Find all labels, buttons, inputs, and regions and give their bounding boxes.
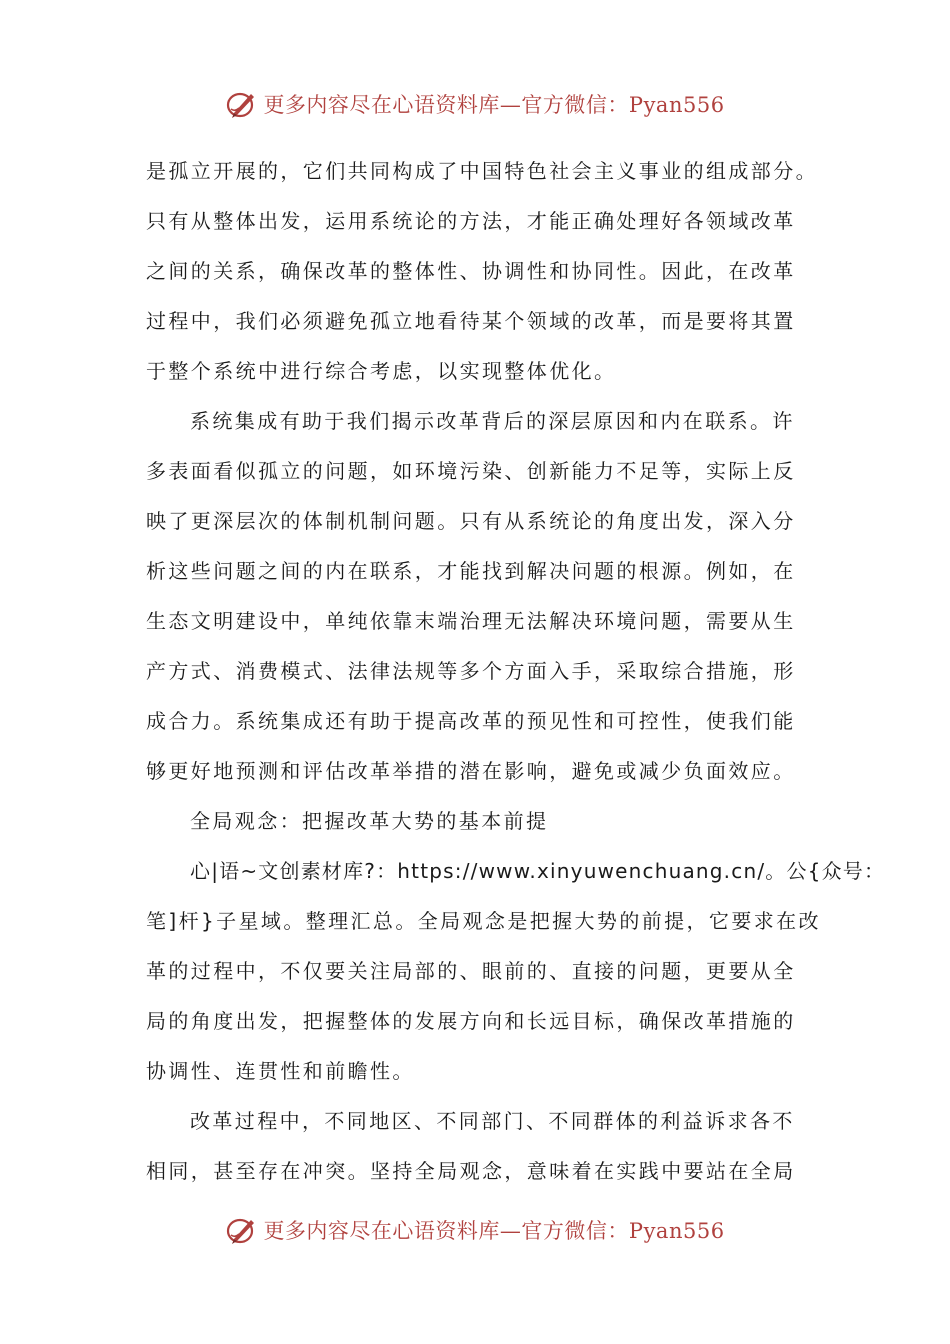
text-line: 是孤立开展的，它们共同构成了中国特色社会主义事业的组成部分。 xyxy=(146,159,818,183)
text-line: 协调性、连贯性和前瞻性。 xyxy=(146,1059,415,1083)
banner-text: 更多内容尽在心语资料库—官方微信：Pyan556 xyxy=(263,93,725,117)
text-line: 产方式、消费模式、法律法规等多个方面入手，采取综合措施，形 xyxy=(146,659,796,683)
section-heading: 全局观念：把握改革大势的基本前提 xyxy=(190,809,549,833)
text-line: 局的角度出发，把握整体的发展方向和长远目标，确保改革措施的 xyxy=(146,1009,796,1033)
body-text xyxy=(146,146,886,1196)
text-line: 革的过程中，不仅要关注局部的、眼前的、直接的问题，更要从全 xyxy=(146,959,796,983)
text-line: 心|语~文创素材库?：https://www.xinyuwenchuang.cn/。公{众号： xyxy=(190,859,886,883)
pen-nib-logo-icon xyxy=(225,1213,259,1247)
text-line: 系统集成有助于我们揭示改革背后的深层原因和内在联系。许 xyxy=(190,409,795,433)
text-line: 成合力。系统集成还有助于提高改革的预见性和可控性，使我们能 xyxy=(146,709,796,733)
text-line: 于整个系统中进行综合考虑，以实现整体优化。 xyxy=(146,359,617,383)
text-line: 析这些问题之间的内在联系，才能找到解决问题的根源。例如，在 xyxy=(146,559,796,583)
text-line: 之间的关系，确保改革的整体性、协调性和协同性。因此，在改革 xyxy=(146,259,796,283)
pen-nib-logo-icon xyxy=(225,87,259,121)
text-line: 够更好地预测和评估改革举措的潜在影响，避免或减少负面效应。 xyxy=(146,759,796,783)
text-line: 相同，甚至存在冲突。坚持全局观念，意味着在实践中要站在全局 xyxy=(146,1159,796,1183)
text-line: 映了更深层次的体制机制问题。只有从系统论的角度出发，深入分 xyxy=(146,509,796,533)
footer-banner[interactable] xyxy=(0,1210,950,1250)
text-line: 笔]杆}子星域。整理汇总。全局观念是把握大势的前提，它要求在改 xyxy=(146,909,821,933)
text-line: 过程中，我们必须避免孤立地看待某个领域的改革，而是要将其置 xyxy=(146,309,796,333)
text-line: 只有从整体出发，运用系统论的方法，才能正确处理好各领域改革 xyxy=(146,209,796,233)
text-line: 改革过程中，不同地区、不同部门、不同群体的利益诉求各不 xyxy=(190,1109,795,1133)
header-banner[interactable] xyxy=(0,84,950,124)
text-line: 多表面看似孤立的问题，如环境污染、创新能力不足等，实际上反 xyxy=(146,459,796,483)
text-line: 生态文明建设中，单纯依靠末端治理无法解决环境问题，需要从生 xyxy=(146,609,796,633)
banner-text: 更多内容尽在心语资料库—官方微信：Pyan556 xyxy=(263,1219,725,1243)
